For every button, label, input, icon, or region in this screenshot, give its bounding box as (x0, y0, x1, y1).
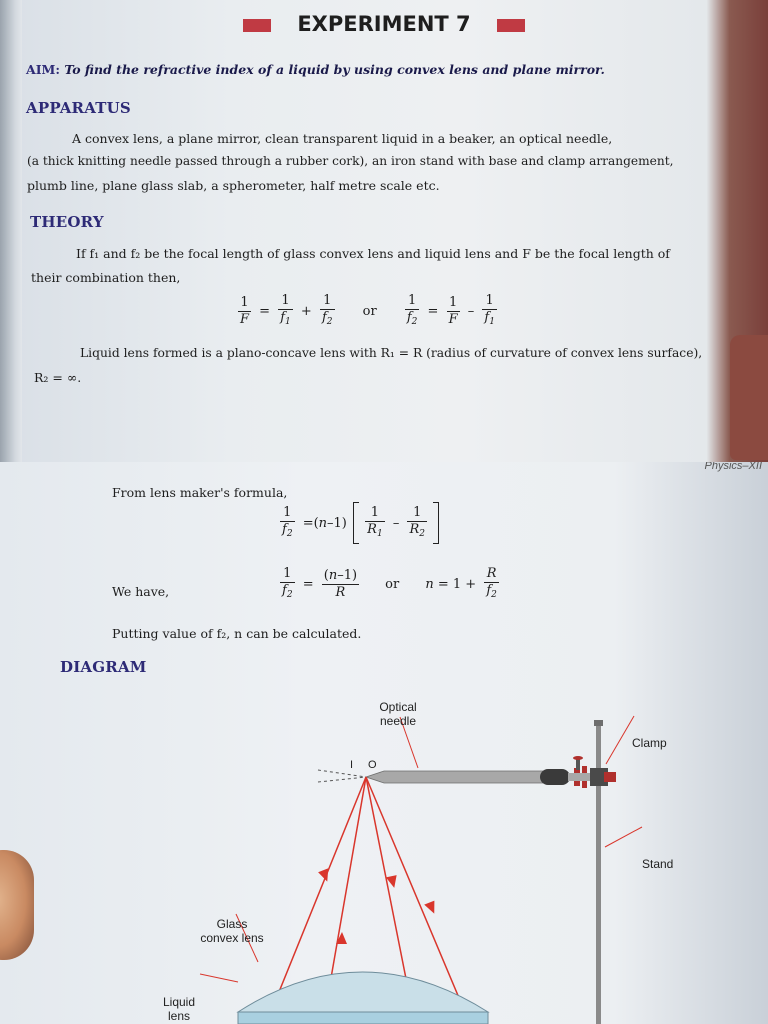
theory-heading: THEORY (30, 213, 104, 231)
clamp-screw (604, 772, 616, 782)
frac-1-f1-b: $\frac{1}{f_1}$ (484, 293, 495, 327)
frac-R-f2: $\frac{R}{f_2}$ (486, 566, 497, 600)
aim (26, 62, 605, 77)
liquid-lens-line-2: R₂ = ∞. (34, 370, 82, 385)
page-top (0, 0, 768, 462)
formula-or-2: or (385, 577, 400, 592)
frac-1-f2-d: $\frac{1}{f_2}$ (282, 566, 293, 600)
label-optical-needle-line-2: needle (379, 714, 417, 728)
frac-1-f2-c: $\frac{1}{f_2}$ (282, 504, 293, 539)
refractive-index-formula: $\frac{1}{f_2}$ = $\frac{(n-1)}{R}$ or n = 1 + $\frac{R}{f_2}$ (278, 566, 501, 603)
aim-text: To find the refractive index of a liquid by using convex lens and plane mirror. (64, 62, 605, 77)
needle-cork (540, 769, 570, 785)
apparatus-heading: APPARATUS (26, 99, 131, 117)
title-bar-right (497, 19, 525, 32)
label-optical-needle (372, 700, 424, 728)
label-glass-convex-lens (196, 917, 268, 945)
image-dash-1 (318, 770, 366, 777)
running-header: Physics–XII (704, 462, 762, 472)
label-liquid-line-2: lens (167, 1009, 190, 1023)
liquid-lens-line-1: Liquid lens formed is a plano-concave lens with R₁ = R (radius of curvature of convex lens surface), (80, 346, 703, 360)
frac-1-R1: $\frac{1}{R_1}$ (367, 504, 383, 539)
clamp-pin-head (573, 756, 583, 760)
apparatus-line-2: (a thick knitting needle passed through a rubber cork), an iron stand with base and clamp arrangement, (27, 154, 674, 168)
needle-holder (568, 773, 590, 781)
frac-1-R2: $\frac{1}{R_2}$ (409, 504, 425, 539)
bracket-left (353, 502, 359, 544)
book-spine (0, 0, 22, 462)
theory-line-1: If f₁ and f₂ be the focal length of glass convex lens and liquid lens and F be the focal length of (76, 246, 670, 261)
frac-1-F: $\frac{1}{F}$ (240, 295, 250, 327)
apparatus-line-1: A convex lens, a plane mirror, clean transparent liquid in a beaker, an optical needle, (72, 131, 613, 146)
image-dash-2 (318, 777, 366, 782)
optical-needle (366, 771, 555, 783)
stand-top (594, 720, 603, 726)
liquid-lens-leader (200, 974, 238, 982)
title-bar-left (243, 19, 271, 32)
ray-arrow-right (424, 901, 439, 916)
formula-or-1: or (362, 304, 377, 319)
label-image-I: I (350, 759, 354, 771)
experiment-title-text: EXPERIMENT 7 (297, 12, 471, 36)
diagram-heading: DIAGRAM (60, 658, 147, 676)
ray-arrow-left (318, 868, 333, 883)
label-liquid-line-1: Liquid (162, 995, 196, 1009)
lens-maker-formula: $\frac{1}{f_2}$ =(n–1) $\frac{1}{R_1}$ – $\frac{1}{R_2}$ (278, 502, 439, 544)
we-have-label: We have, (112, 584, 170, 599)
frac-1-f2: $\frac{1}{f_2}$ (321, 293, 333, 327)
label-stand: Stand (642, 857, 674, 871)
experiment-diagram (0, 682, 768, 1024)
theory-line-2: their combination then, (31, 270, 181, 285)
experiment-title (0, 12, 768, 36)
frac-1-F-b: $\frac{1}{F}$ (448, 295, 458, 327)
bookmark (730, 335, 768, 460)
label-liquid-lens (158, 995, 200, 1023)
label-glass-line-2: convex lens (200, 931, 264, 945)
thumb-photo-artifact (0, 850, 34, 960)
aim-label: AIM: (26, 62, 60, 77)
liquid-lens (238, 1012, 488, 1024)
frac-1-f2-b: $\frac{1}{f_2}$ (406, 293, 418, 327)
stand-rod (596, 722, 601, 1024)
clamp-leader (606, 716, 634, 764)
page-bottom (0, 462, 768, 1024)
stand-leader (605, 827, 642, 847)
putting-value-line: Putting value of f₂, n can be calculated. (112, 626, 362, 641)
theory-formula: $\frac{1}{F}$ = $\frac{1}{f_1}$ + $\frac{1}{f_2}$ or $\frac{1}{f_2}$ = $\frac{1}{F}$ – $\frac{1}{f_1}$ (236, 293, 499, 330)
lens-maker-intro: From lens maker's formula, (112, 485, 288, 500)
frac-n-1-R: $\frac{(n-1)}{R}$ (323, 568, 358, 600)
label-object-O: O (368, 759, 377, 771)
frac-1-f1: $\frac{1}{f_1}$ (280, 293, 291, 327)
label-clamp: Clamp (632, 736, 667, 750)
bracket-right (433, 502, 439, 544)
label-optical-needle-line-1: Optical (379, 700, 417, 714)
label-glass-line-1: Glass (216, 917, 248, 931)
apparatus-line-3: plumb line, plane glass slab, a spherometer, half metre scale etc. (27, 178, 440, 193)
